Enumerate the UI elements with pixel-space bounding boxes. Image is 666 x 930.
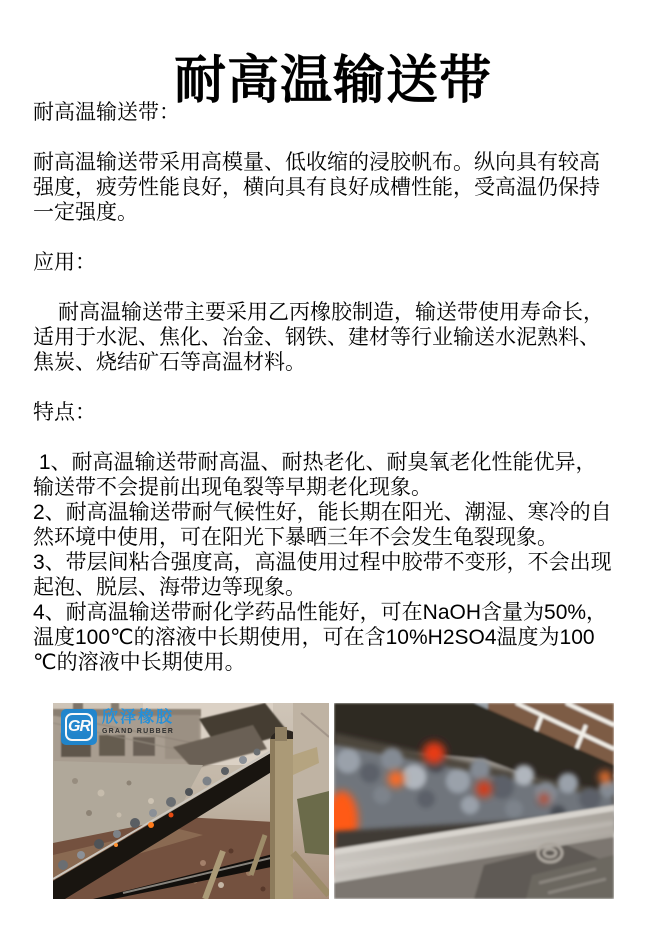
features-label: 特点： <box>33 401 96 424</box>
logo-monogram: GR <box>68 718 90 735</box>
feature-item-1: 1、耐高温输送带耐高温、耐热老化、耐臭氧老化性能优异，输送带不会提前出现龟裂等早期老化现象。 <box>33 451 597 499</box>
brand-logo-text <box>102 709 174 736</box>
feature-item-3: 3、带层间粘合强度高，高温使用过程中胶带不变形，不会出现起泡、脱层、海带边等现象。 <box>33 551 612 599</box>
brand-name-en: GRAND RUBBER <box>102 728 174 735</box>
document-body <box>33 100 615 675</box>
application-paragraph: 耐高温输送带主要采用乙丙橡胶制造，输送带使用寿命长，适用于水泥、焦化、冶金、钢铁、建材等行业输送水泥熟料、焦炭、烧结矿石等高温材料。 <box>33 301 604 374</box>
feature-item-4: 4、耐高温输送带耐化学药品性能好，可在NaOH含量为50%，温度100℃的溶液中长期使用，可在含10%H2SO4温度为100℃的溶液中长期使用。 <box>33 601 608 674</box>
brand-name-cn: 欣泽橡胶 <box>102 709 175 726</box>
photo-hot-material-closeup <box>334 703 614 899</box>
application-label: 应用： <box>33 251 96 274</box>
brand-logo <box>61 709 174 745</box>
photo-row <box>53 703 614 899</box>
brand-logo-icon <box>61 709 97 745</box>
features-list <box>33 450 615 675</box>
page-title: 耐高温输送带 <box>173 51 492 110</box>
intro-paragraph: 耐高温输送带采用高模量、低收缩的浸胶帆布。纵向具有较高强度，疲劳性能良好，横向具有良好成槽性能，受高温仍保持一定强度。 <box>33 151 600 224</box>
intro-label: 耐高温输送带： <box>33 101 180 124</box>
feature-item-2: 2、耐高温输送带耐气候性好，能长期在阳光、潮湿、寒冷的自然环境中使用，可在阳光下暴晒三年不会发生龟裂现象。 <box>33 501 612 549</box>
photo-conveyor-plant <box>53 703 329 899</box>
photo-hot-material-art <box>334 703 614 899</box>
